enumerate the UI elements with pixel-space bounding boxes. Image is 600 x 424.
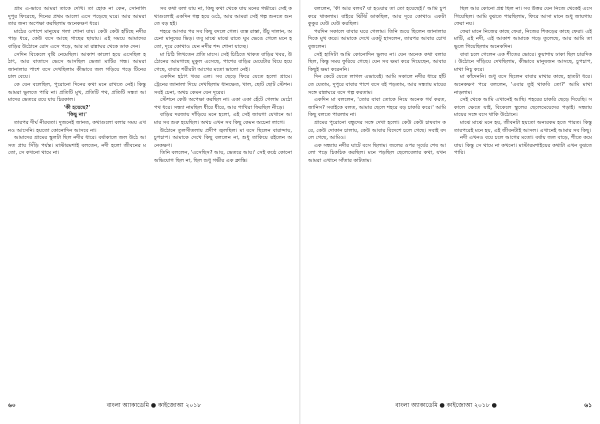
left-page-columns (8, 6, 292, 396)
paragraph: একদিন হঠাৎ খবর এল। সব ছেড়ে ফিরে যেতে হলো গ্রামে। ট্রেনের জানালা দিয়ে দেখছিলাম ধানক্ষেত, খাল, ছোট ছোট স্টেশন। সবই চেনা, অথচ কেমন যেন দূরের। (154, 74, 292, 96)
paragraph: সেদিন বিকেলে বৃষ্টি নেমেছিল। আকাশ কালো হয়ে এসেছিল হঠাৎ, আর বাতাসে ভেসে আসছিল ভেজা মাটির গন্ধ। আমরা জানালার পাশে বসে দেখছিলাম কীভাবে জল গড়িয়ে পড়ে টিনের চাল বেয়ে। (8, 51, 146, 81)
left-page-footer (8, 402, 292, 410)
right-page-column-1 (308, 6, 446, 396)
running-title: বাংলা অ্যাকাডেমি ● কাইজোআ ২০১৮ (106, 402, 202, 409)
paragraph: উঠোনে তুলসীতলায় প্রদীপ জ্বলছিল। মা বসে ছিলেন বারান্দায়, চুপচাপ। আমাকে দেখে কিছু বললেন না, শুধু তাকিয়ে রইলেন অনেকক্ষণ। (154, 127, 292, 149)
paragraph: সেই থেকে আমি এখানেই আছি। শহরের চাকরি ছেড়ে দিয়েছি। সকালে ক্ষেতে যাই, বিকেলে স্কুলের ছেলেমেয়েদের পড়াই। সন্ধ্যায় মায়ের সঙ্গে বসে থাকি উঠোনে। (454, 97, 592, 119)
paragraph: সব কথা বলা যায় না, কিছু কথা থেকে যায় মনের গভীরে। সেই কথাগুলোই একদিন গল্প হয়ে ওঠে, আর আমরা সেই গল্প শুনতে শুনতে বড় হই। (154, 6, 292, 28)
left-page (8, 6, 292, 418)
paragraph: গ্রাম এ-ভাবে আমরা তাকে দেখি। তা হোক না কেন, সোনালি দুপুর ফিরেছে, দিনের প্রথম আলো এসে পড়েছে ঘরে। আর আমরা তার জন্য অপেক্ষা করছিলাম অনেকক্ষণ ধরে। (8, 6, 146, 28)
right-page (308, 6, 592, 418)
left-page-column-1 (8, 6, 146, 396)
paragraph: স্টেশনে কেউ অপেক্ষা করছিল না। একা একা হেঁটে গেলাম মেঠো পথ ধরে। সন্ধ্যা নামছিল ধীরে ধীরে, আর পাখিরা ফিরছিল নীড়ে। (154, 97, 292, 111)
book-gutter (299, 0, 301, 424)
page-number: ৬০ (8, 402, 16, 409)
paragraph: কে যেন বলেছিল, পুরোনো দিনের কথা মনে রাখতে নেই। কিন্তু আমরা ভুলতে পারি না। প্রতিটি মুখ, প্রতিটি পথ, প্রতিটি সন্ধ্যা আমাদের ভেতরে রয়ে যায় চিরকাল। (8, 81, 146, 104)
paragraph: তারপর দীর্ঘ নীরবতা। দুজনেই জানত, কথাগুলো বলার সময় এখনও আসেনি। হয়তো কোনোদিন আসবে না। (8, 119, 146, 134)
paragraph: ছিল আর কোনো প্রশ্ন ছিল না। সব উত্তর যেন নিজে থেকেই এসে গিয়েছিল। আমি বুঝতে পারছিলাম, ফিরে আসা মানে শুধু জায়গায় ফেরা নয়। (454, 6, 592, 28)
dialogue-line: 'কিছু না।' (67, 112, 87, 119)
paragraph: মা চিঠি লিখতেন প্রতি মাসে। সেই চিঠিতে থাকত বাড়ির খবর, উঠোনের আমগাছে মুকুল এসেছে, পাশের বাড়ির মেয়েটার বিয়ে হয়ে গেছে, বাবার শরীরটা আগের মতো ভালো নেই। (154, 51, 292, 73)
paragraph: গ্রামের পুরোনো বন্ধুদের সঙ্গে দেখা হলো। কেউ কেউ চাষবাস করে, কেউ দোকান চালায়, কেউ আবার বিদেশে চলে গেছে। সবাই বদলে গেছে, আমিও। (308, 119, 446, 142)
paragraph: মাঠের ওপাশে মানুষের গলা শোনা যায়। কেউ কেউ হাঁটছে নদীর পাড় ধরে, কেউ বসে আছে গাছের ছায়ায়। এই সময়ে আমাদের বাড়ির উঠোনে রোদ এসে পড়ে, আর মা রান্নাঘর থেকে ডাক দেন। (8, 28, 146, 50)
paragraph: দিন কেটে যেতে লাগল এভাবেই। আমি সকালে নদীর ধারে হাঁটতে যেতাম, দুপুরে বাবার পাশে বসে বই পড়তাম, আর সন্ধ্যায় মায়ের সঙ্গে রান্নাঘরে বসে গল্প করতাম। (308, 74, 446, 96)
page-number: ৬১ (584, 402, 592, 409)
paragraph: এক সন্ধ্যায় নদীর ঘাটে বসে ছিলাম। জলের ওপর সূর্যের শেষ আলো পড়ে চিকচিক করছিল। মনে পড়ছিল ছেলেবেলার কথা, যখন আমরা এখানে সাঁতার কাটতাম। (308, 142, 446, 164)
right-page-column-2 (454, 6, 592, 396)
dialogue-line: 'কী হয়েছে?' (63, 104, 91, 111)
right-page-columns (308, 6, 592, 396)
paragraph: বাড়ির দরজায় দাঁড়িয়ে মনে হলো, এই সেই জায়গা যেখানে আমার সব শুরু হয়েছিল। অথচ এখন সব কিছু কেমন অচেনা লাগে। (154, 112, 292, 126)
paragraph: সেই হাসিটা আমি কোনোদিন ভুলব না। যেন অনেক কথা বলার ছিল, কিন্তু সময় ফুরিয়ে গেছে। যেন সব ক্ষমা করে দিয়েছেন, আবার কিছুই ক্ষমা করেননি। (308, 51, 446, 73)
paragraph: বাবা চলে গেলেন এক শীতের ভোরে। কুয়াশায় ঢাকা ছিল চারদিক। উঠোনে দাঁড়িয়ে দেখছিলাম, কীভাবে মানুষজন আসছে, চুপচাপ, মাথা নিচু করে। (454, 51, 592, 73)
paragraph: মা কাঁদেননি। শুধু বসে ছিলেন বাবার মাথার কাছে, হাতটা ধরে। অনেকক্ষণ পরে বললেন, 'এবার তুই থাকবি তো?' আমি মাথা নাড়লাম। (454, 74, 592, 96)
right-page-footer (308, 402, 592, 410)
paragraph: ফেরা মানে নিজের কাছে ফেরা, নিজের শিকড়ের কাছে ফেরা। এই মাটি, এই নদী, এই আকাশ আমাকে গড়ে তুলেছে, আর আমি তা ভুলে গিয়েছিলাম অনেকদিন। (454, 28, 592, 50)
paragraph: পরদিন সকালে বাবার ঘরে গেলাম। তিনি শুয়ে ছিলেন জানালার দিকে মুখ করে। আমাকে দেখে একটু হাসলেন, তারপর আবার চোখ বুজলেন। (308, 28, 446, 50)
left-page-column-2 (154, 6, 292, 396)
paragraph: একদিন মা বললেন, 'তোর বাবা তোকে নিয়ে অনেক গর্ব করত, জানিস? সবাইকে বলত, আমার ছেলে শহরে বড় চাকরি করে।' আমি কিছু বলতে পারলাম না। (308, 97, 446, 119)
running-title: বাংলা অ্যাকাডেমি ● কাইজোআ ২০১৮ ● (395, 402, 497, 409)
paragraph: মাঝে মাঝে মনে হয়, জীবনটা হয়তো অন্যরকম হতে পারত। কিন্তু তারপরেই মনে হয়, এই জীবনটাই আসল। এখানেই আমার সব কিছু। (454, 119, 592, 134)
paragraph: আমাদের গ্রামের স্কুলটা ছিল নদীর ধারে। বর্ষাকালে জল উঠে আসত প্রায় সিঁড়ি পর্যন্ত। মাস্টারমশাই বলতেন, নদী হলো জীবনের মতো, সে কখনো থামে না। (8, 135, 146, 157)
paragraph: বললেন, 'কী আর বলব? যা হওয়ার তা তো হয়েছেই।' আমি চুপ করে থাকলাম। বাইরে ঝিঁঝিঁ ডাকছিল, আর দূরে কোথাও একটা কুকুর ঘেউ ঘেউ করছিল। (308, 6, 446, 28)
paragraph: শহরে আসার পর সব কিছু বদলে গেল। ব্যস্ত রাস্তা, উঁচু দালান, অচেনা মানুষের ভিড়। তবু মাঝে মাঝে রাতে ঘুম ভেঙে গেলে মনে হতো, দূরে কোথাও যেন নদীর শব্দ শোনা যাচ্ছে। (154, 28, 292, 50)
paragraph: নদী এখনও বয়ে চলে আগের মতো। বর্ষায় জল বাড়ে, শীতে কমে যায়। কিন্তু সে থামে না কখনো। মাস্টারমশাইয়ের কথাটা এখন বুঝতে পারি। (454, 135, 592, 157)
paragraph: তিনি বললেন, 'এসেছিস? আয়, ভেতরে আয়।' সেই কণ্ঠে কোনো অভিযোগ ছিল না, ছিল শুধু গভীর এক ক্লান্তি। (154, 150, 292, 164)
